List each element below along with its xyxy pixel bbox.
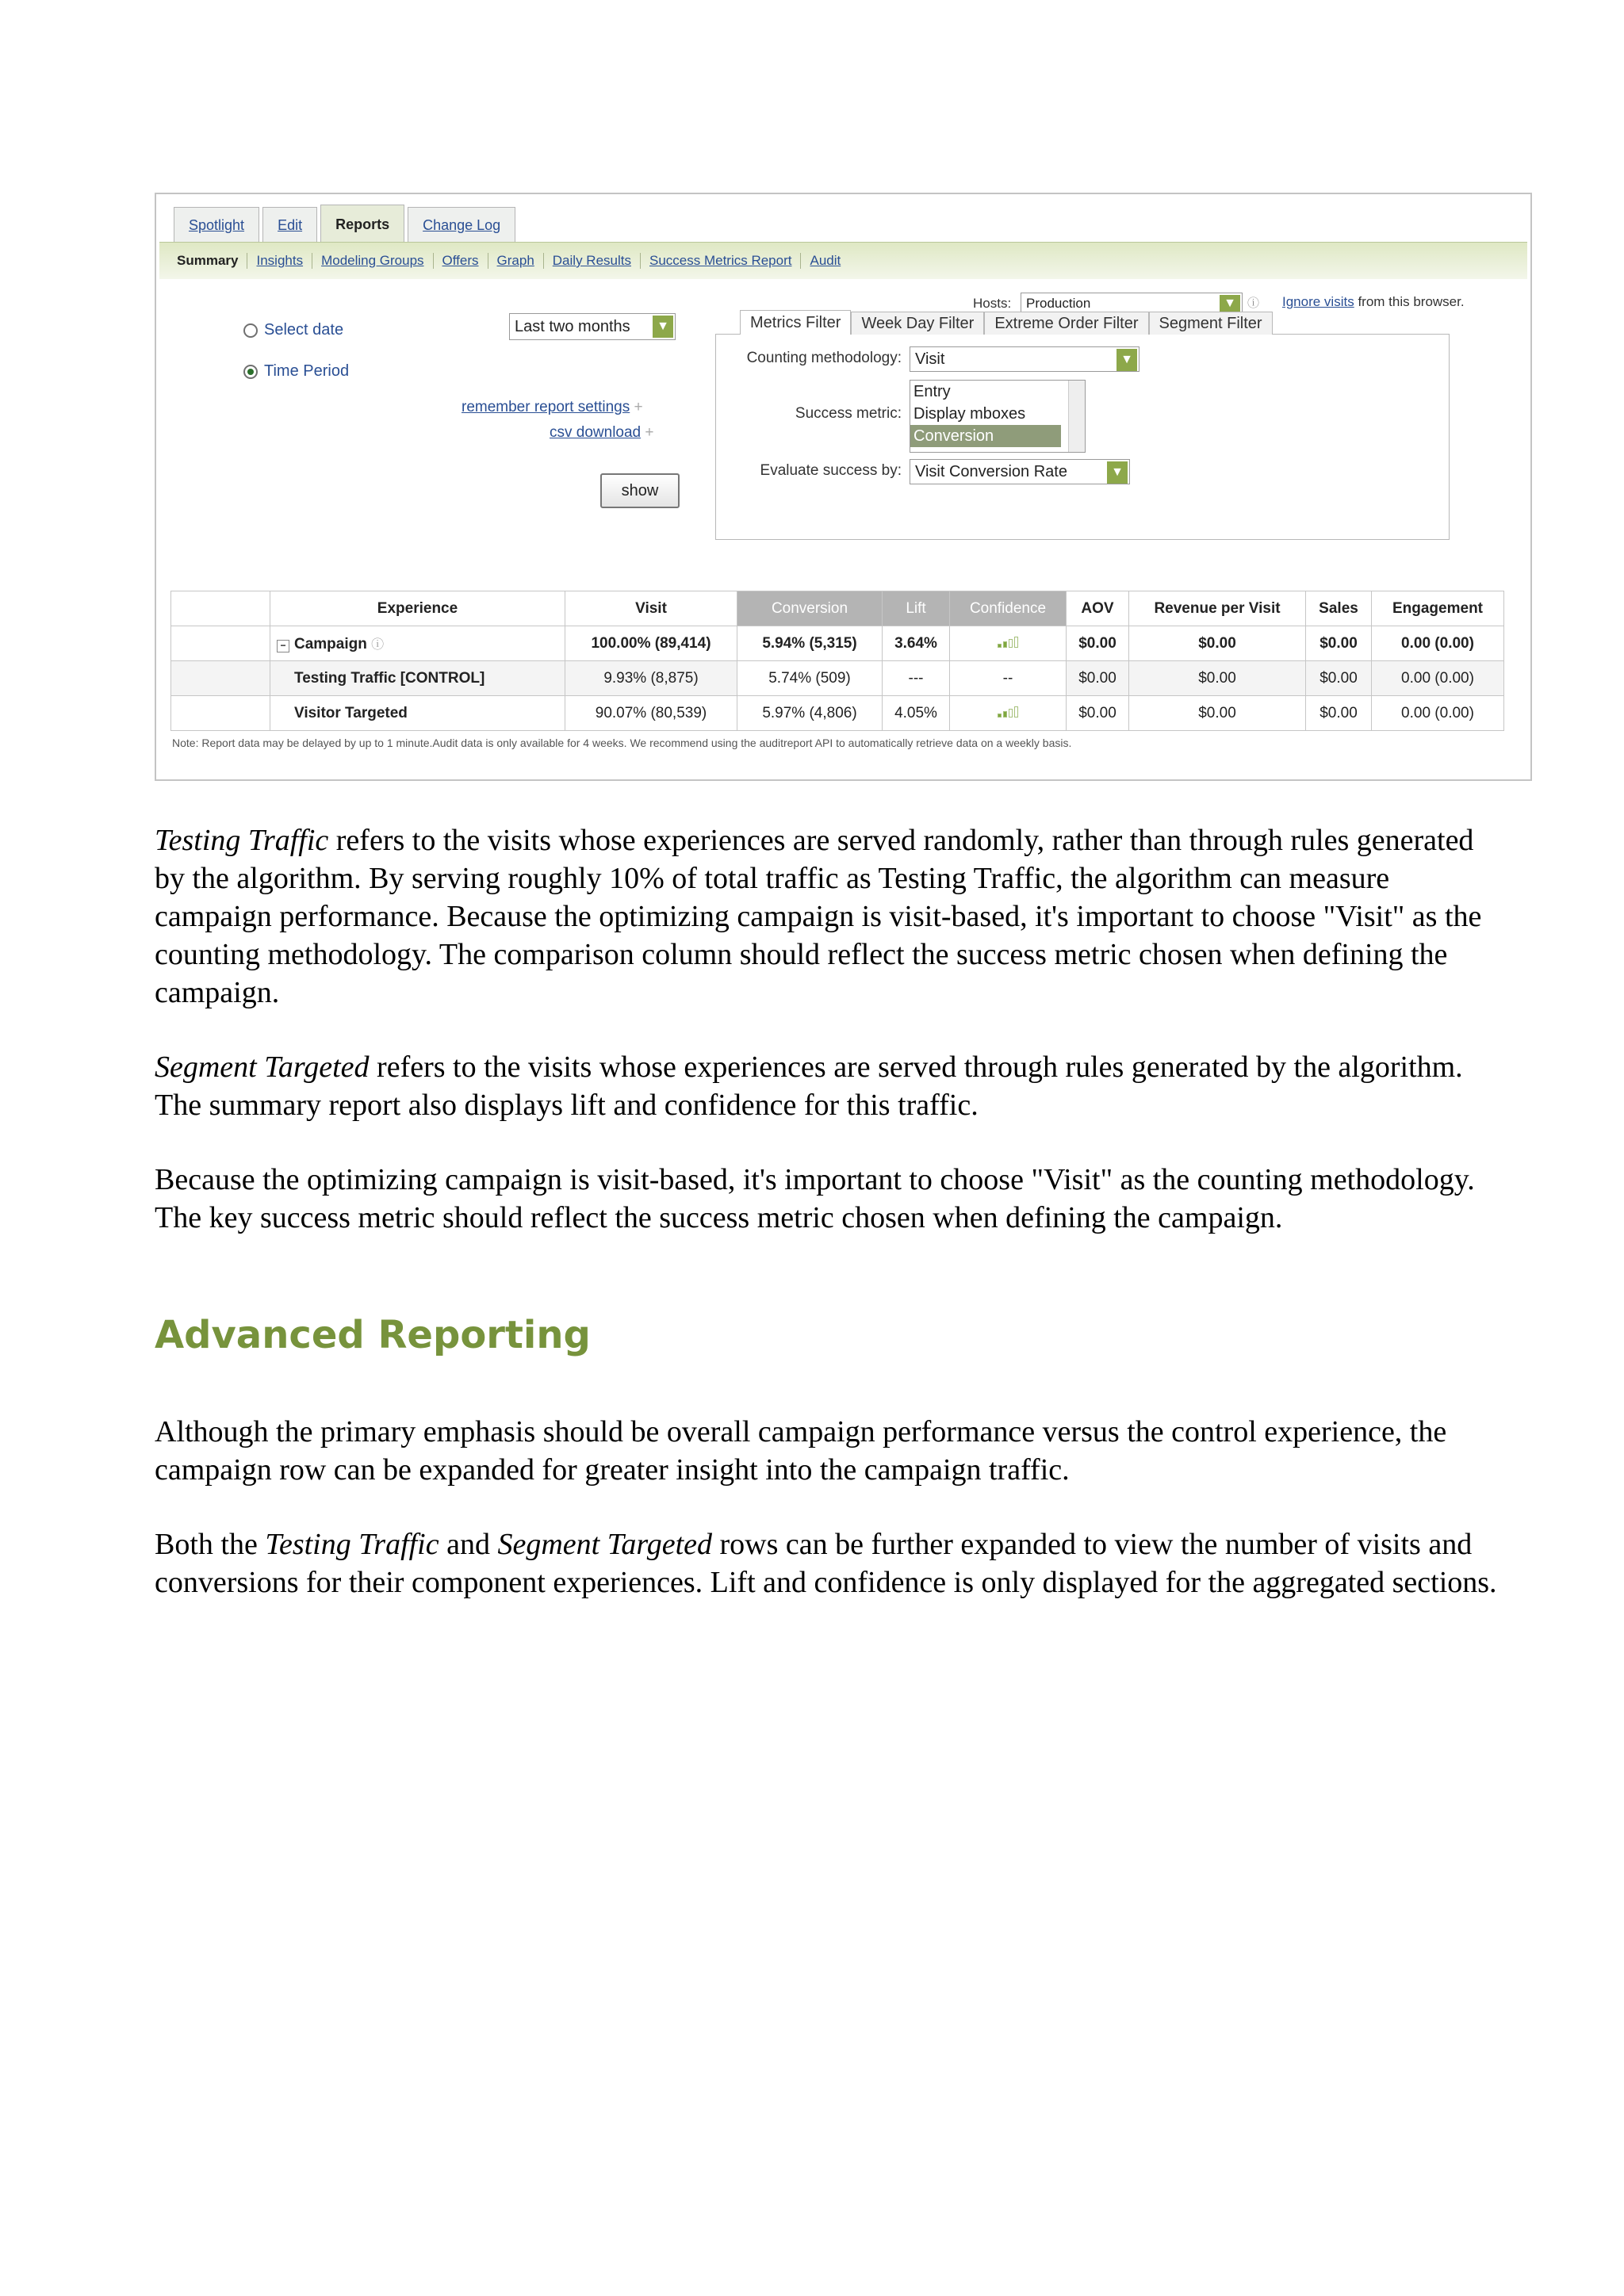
- paragraph-advanced-1: Although the primary emphasis should be overall campaign performance versus the control experience, the campaign row can be expanded for greater insight into the campaign traffic.: [155, 1415, 1447, 1487]
- header-spacer: [171, 591, 270, 626]
- subnav-success-metrics-report[interactable]: Success Metrics Report: [640, 253, 801, 269]
- counting-methodology-label: Counting methodology:: [746, 350, 902, 366]
- ignore-visits-link[interactable]: Ignore visits: [1282, 294, 1354, 309]
- success-metric-listbox[interactable]: [910, 380, 1086, 453]
- subnav-insights[interactable]: Insights: [247, 253, 312, 269]
- confidence-bars-icon: [998, 635, 1018, 648]
- paragraph-visit-based: Because the optimizing campaign is visit-based, it's important to choose "Visit" as the counting methodology. The key success metric should reflect the success metric chosen when defining the campaign.: [155, 1163, 1475, 1234]
- show-button[interactable]: show: [600, 473, 680, 508]
- header-lift: Lift: [883, 591, 950, 626]
- table-header-row: [171, 591, 1504, 626]
- subnav-audit[interactable]: Audit: [800, 253, 849, 269]
- subnav-summary[interactable]: Summary: [177, 253, 239, 268]
- listbox-scrollbar[interactable]: [1068, 381, 1085, 452]
- counting-methodology-select[interactable]: Visit ▼: [910, 346, 1139, 372]
- header-experience: Experience: [270, 591, 565, 626]
- confidence-bars-icon: [998, 705, 1018, 718]
- select-date-radio[interactable]: Select date: [243, 321, 343, 339]
- evaluate-success-select[interactable]: Visit Conversion Rate ▼: [910, 459, 1130, 484]
- help-icon[interactable]: ⓘ: [371, 637, 385, 652]
- header-sales: Sales: [1306, 591, 1372, 626]
- header-confidence: Confidence: [950, 591, 1067, 626]
- paragraph-advanced-2: Both the Testing Traffic and Segment Targeted rows can be further expanded to view the number of visits and conversions for their component experiences. Lift and confidence is only displayed for the aggregated sections.: [155, 1528, 1497, 1599]
- success-option-entry[interactable]: Entry: [914, 383, 951, 400]
- success-metric-label: Success metric:: [795, 405, 902, 422]
- tab-reports[interactable]: Reports: [320, 205, 404, 243]
- subnav-offers[interactable]: Offers: [433, 253, 488, 269]
- subnav-daily-results[interactable]: Daily Results: [543, 253, 640, 269]
- tab-week-day-filter[interactable]: Week Day Filter: [851, 312, 984, 335]
- time-period-radio[interactable]: Time Period: [243, 362, 349, 381]
- section-heading: Advanced Reporting: [155, 1313, 591, 1357]
- results-table: [170, 591, 1504, 731]
- table-row[interactable]: Testing Traffic [CONTROL] 9.93% (8,875) 5.74% (509) --- -- $0.00 $0.00 $0.00 0.00 (0.00): [171, 661, 1504, 696]
- radio-unchecked-icon: [243, 323, 258, 338]
- collapse-icon[interactable]: −: [277, 640, 289, 652]
- report-subnav: [159, 242, 1527, 279]
- header-aov: AOV: [1067, 591, 1129, 626]
- header-visit: Visit: [565, 591, 737, 626]
- chevron-down-icon: ▼: [1220, 295, 1240, 312]
- plus-icon: +: [645, 424, 654, 441]
- help-icon[interactable]: ⓘ: [1247, 297, 1260, 310]
- table-row[interactable]: − Campaign ⓘ 100.00% (89,414) 5.94% (5,315) 3.64% $0.00 $0.00 $0.00 0.00 (0.00): [171, 626, 1504, 661]
- radio-checked-icon: [243, 365, 258, 379]
- paragraph-segment-targeted: Segment Targeted refers to the visits whose experiences are served through rules generated by the algorithm. The summary report also displays lift and confidence for this traffic.: [155, 1050, 1463, 1122]
- table-row[interactable]: Visitor Targeted 90.07% (80,539) 5.97% (4,806) 4.05% $0.00 $0.00 $0.00 0.00 (0.00): [171, 696, 1504, 731]
- tab-edit[interactable]: Edit: [262, 207, 317, 243]
- report-screenshot: Spotlight Edit Reports Change Log Summary Insights Modeling Groups Offers Graph Daily Results Success Metrics Report Audit Select date Time Period Last two months ▼ remember report settings + csv download + show Hosts: Production ▼ ⓘ Ignore visits from this browser. Metrics Filter Week Day Filter Extreme Order Filter Segment Filter Counting methodology: Visit ▼ Success metric: Entry Display mboxes Conversion Evaluate success by: Visit Conversion Rate ▼ Experience Visit Conversion Lift Confidence AOV Revenue per Visit Sales Engagement − Campaign ⓘ 100.00% (89,414) 5.94% (5,315) 3.64% $0.00 $0.00 $0.00 0.00 (0.00) Testing Traffic [CONTROL] 9.93% (8,875) 5.74% (509) --- -- $0.00 $0.00 $0.00 0.00 (0.00) Visitor Targeted 90.07% (80,539) 5.97% (4,806) 4.05% $0.00 $0.00 $0.00 0.00 (0.00) Note: Report data may be delayed by up to 1 minute.Audit data is only available for 4 weeks. We recommend using the auditreport API to automatically retrieve data on a weekly basis.: [155, 193, 1532, 781]
- hosts-select[interactable]: Production ▼: [1021, 293, 1243, 315]
- success-option-conversion[interactable]: Conversion: [910, 425, 1061, 447]
- tab-metrics-filter[interactable]: Metrics Filter: [740, 310, 851, 335]
- header-revenue-per-visit: Revenue per Visit: [1129, 591, 1306, 626]
- tab-change-log[interactable]: Change Log: [408, 207, 515, 243]
- paragraph-testing-traffic: Testing Traffic refers to the visits whose experiences are served randomly, rather than through rules generated by the algorithm. By serving roughly 10% of total traffic as Testing Traffic, the algorithm can measure campaign performance. Because the optimizing campaign is visit-based, it's important to choose "Visit" as the counting methodology. The comparison column should reflect the success metric chosen when defining the campaign.: [155, 824, 1482, 1009]
- subnav-graph[interactable]: Graph: [488, 253, 543, 269]
- header-engagement: Engagement: [1372, 591, 1504, 626]
- filter-tabs: [740, 312, 1273, 335]
- csv-download-link[interactable]: csv download: [550, 424, 642, 441]
- chevron-down-icon: ▼: [1107, 461, 1128, 484]
- success-option-display-mboxes[interactable]: Display mboxes: [914, 405, 1026, 423]
- plus-icon: +: [634, 399, 643, 415]
- header-conversion: Conversion: [737, 591, 883, 626]
- hosts-label: Hosts:: [973, 296, 1012, 311]
- chevron-down-icon: ▼: [653, 316, 673, 338]
- tab-spotlight[interactable]: Spotlight: [174, 207, 259, 243]
- report-note: Note: Report data may be delayed by up to 1 minute.Audit data is only available for 4 weeks. We recommend using the auditreport API to automatically retrieve data on a weekly basis.: [172, 737, 1072, 749]
- tab-extreme-order-filter[interactable]: Extreme Order Filter: [984, 312, 1148, 335]
- tab-segment-filter[interactable]: Segment Filter: [1149, 312, 1273, 335]
- main-tabs: [174, 207, 519, 243]
- date-range-select[interactable]: Last two months ▼: [509, 313, 676, 340]
- evaluate-success-label: Evaluate success by:: [760, 462, 902, 479]
- remember-settings-link[interactable]: remember report settings: [462, 399, 630, 415]
- chevron-down-icon: ▼: [1116, 349, 1137, 371]
- subnav-modeling-groups[interactable]: Modeling Groups: [312, 253, 432, 269]
